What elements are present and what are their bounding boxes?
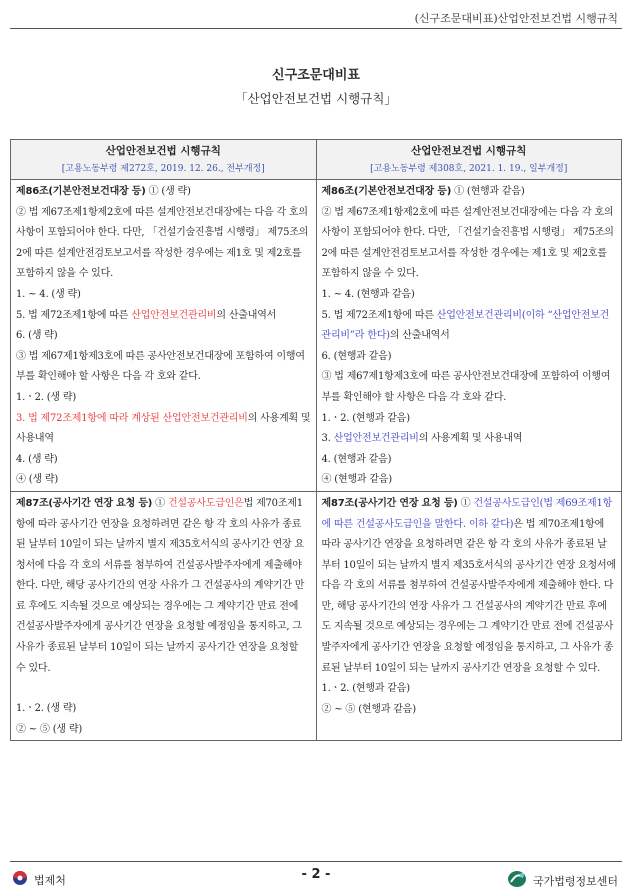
list-item: 1.ㆍ2. (현행과 같음) xyxy=(321,412,410,424)
column-subtitle: [고용노동부령 제272호, 2019. 12. 26., 전부개정] xyxy=(61,164,265,174)
table-header-row xyxy=(11,140,622,180)
paragraph: ③ 법 제67제1항제3호에 따른 공사안전보건대장에 포함하여 이행여부를 확인해야 할 사항은 다음 각 호와 같다. xyxy=(321,371,611,403)
paragraph: 제87조(공사기간 연장 요청 등) ① 건설공사도급인은법 제70조제1항에 따라 공사기간 연장을 요청하려면 같은 항 각 호의 사유가 종료된 날부터 10일이 되는 날까지 별지 제35호서식의 공사기간 연장 요청서에 다음 각 호의 서류를 첨부하여 건설공사발주자에게 제출해야 한다. 다만, 해당 공사기간의 연장 사유가 그 건설공사의 계약기간 만료 후에도 지속될 것으로 예상되는 경우에는 그 계약기간 만료 전에 건설공사발주자에게 공사기간 연장을 요청할 예정임을 통지하고, 그 사유가 종료된 날부터 10일이 되는 날까지 공사기간 연장을 요청할 수 있다. xyxy=(16,497,305,674)
list-item: 6. (생 략) xyxy=(16,330,58,342)
footer-right xyxy=(507,870,618,891)
page-subtitle: 「산업안전보건법 시행규칙」 xyxy=(235,91,397,106)
article-heading: 제87조(공사기간 연장 요청 등) xyxy=(16,497,153,509)
paragraph: ② 법 제67조제1항제2호에 따른 설계안전보건대장에는 다음 각 호의 사항이 포함되어야 한다. 다만, 「건설기술진흥법 시행령」 제75조의2에 따른 설계안전검토보고서를 작성한 경우에는 제1호 및 제2호를 포함하지 않을 수 있다. xyxy=(16,206,309,280)
table-row xyxy=(11,180,622,492)
column-header-new xyxy=(316,140,622,180)
list-item: 6. (현행과 같음) xyxy=(321,350,392,362)
paragraph: ② ~ ⑤ (생 략) xyxy=(16,723,83,735)
article-86-new: 제86조(기본안전보건대장 등) ① (현행과 같음) ② 법 제67조제1항제2호에 따른 설계안전보건대장에는 다음 각 호의 사항이 포함되어야 한다. 다만, 「건설기술진흥법 시행령」 제75조의2에 따른 설계안전검토보고서를 작성한 경우에는 제1호 및 제2호를 포함하지 않을 수 있다. 1. ~ 4. (현행과 같음) 5. 법 제72조제1항에 따른 산업안전보건관리비(이하 “산업안전보건관리비”라 한다)의 산출내역서 6. (현행과 같음) ③ 법 제67제1항제3호에 따른 공사안전보건대장에 포함하여 이행여부를 확인해야 할 사항은 다음 각 호와 같다. 1.ㆍ2. (현행과 같음) 3. 산업안전보건관리비의 사용계획 및 사용내역 4. (현행과 같음) ④ (현행과 같음) xyxy=(316,180,622,492)
paragraph: ③ 법 제67제1항제3호에 따른 공사안전보건대장에 포함하여 이행여부를 확인해야 할 사항은 다음 각 호와 같다. xyxy=(16,350,305,383)
paragraph: ② 법 제67조제1항제2호에 따른 설계안전보건대장에는 다음 각 호의 사항이 포함되어야 한다. 다만, 「건설기술진흥법 시행령」 제75조의2에 따른 설계안전검토보고서를 작성한 경우에는 제1호 및 제2호를 포함하지 않을 수 있다. xyxy=(321,206,614,280)
amended-text: 건설공사도급인은 xyxy=(167,497,244,509)
table-row xyxy=(11,491,622,741)
list-item: 1. ~ 4. (생 략) xyxy=(16,288,81,300)
comparison-table xyxy=(10,139,622,741)
article-heading: 제86조(기본안전보건대장 등) xyxy=(16,186,146,197)
column-title: 산업안전보건법 시행규칙 xyxy=(105,145,221,157)
amended-text: 산업안전보건관리비(이하 “산업안전보건관리비”라 한다) xyxy=(321,309,610,342)
article-heading: 제87조(공사기간 연장 요청 등) xyxy=(321,497,458,509)
list-item: 1. ~ 4. (현행과 같음) xyxy=(321,288,415,300)
header-divider xyxy=(10,28,622,29)
column-header-old xyxy=(11,140,317,180)
list-item: 4. (생 략) xyxy=(16,453,58,465)
list-item: 5. 법 제72조제1항에 따른 산업안전보건관리비(이하 “산업안전보건관리비”라 한다)의 산출내역서 xyxy=(321,309,610,342)
article-heading: 제86조(기본안전보건대장 등) xyxy=(321,186,452,197)
article-87-old xyxy=(11,491,317,741)
list-item: 3. 산업안전보건관리비의 사용계획 및 사용내역 xyxy=(321,433,523,445)
amended-text: 산업안전보건관리비 xyxy=(131,309,217,321)
column-subtitle: [고용노동부령 제308호, 2021. 1. 19., 일부개정] xyxy=(370,164,568,174)
list-item: 1.ㆍ2. (현행과 같음) xyxy=(321,683,410,695)
article-87-new xyxy=(316,491,622,741)
footer-divider xyxy=(10,861,622,862)
article-86-old: 제86조(기본안전보건대장 등) ① (생 략) ② 법 제67조제1항제2호에 따른 설계안전보건대장에는 다음 각 호의 사항이 포함되어야 한다. 다만, 「건설기술진흥법 시행령」 제75조의2에 따른 설계안전검토보고서를 작성한 경우에는 제1호 및 제2호를 포함하지 않을 수 있다. 1. ~ 4. (생 략) 5. 법 제72조제1항에 따른 산업안전보건관리비의 산출내역서 6. (생 략) ③ 법 제67제1항제3호에 따른 공사안전보건대장에 포함하여 이행여부를 확인해야 할 사항은 다음 각 호와 같다. 1.ㆍ2. (생 략) 3. 법 제72조제1항에 따라 계상된 산업안전보건관리비의 사용계획 및 사용내역 4. (생 략) ④ (생 략) xyxy=(11,180,317,492)
list-item: 1.ㆍ2. (생 략) xyxy=(16,391,77,403)
amended-text: 산업안전보건관리비 xyxy=(333,433,419,445)
list-item: 4. (현행과 같음) xyxy=(321,453,392,465)
paragraph: 제87조(공사기간 연장 요청 등) ① 건설공사도급인(법 제69조제1항에 따른 건설공사도급인을 말한다. 이하 같다)은 법 제70조제1항에 따라 공사기간 연장을 요청하려면 같은 항 각 호의 사유가 종료된 날부터 10일이 되는 날까지 별지 제35호서식의 공사기간 연장 요청서에 다음 각 호의 서류를 첨부하여 건설공사발주자에게 제출해야 한다. 다만, 해당 공사기간의 연장 사유가 그 건설공사의 계약기간 만료 후에도 지속될 것으로 예상되는 경우에는 그 계약기간 만료 전에 건설공사발주자에게 공사기간 연장을 요청할 예정임을 통지하고, 그 사유가 종료된 날부터 10일이 되는 날까지 공사기간 연장을 요청할 수 있다. xyxy=(321,497,616,674)
footer-left-label: 법제처 xyxy=(34,873,66,887)
page-title: 신구조문대비표 xyxy=(272,68,360,83)
amended-text: 건설공사도급인(법 제69조제1항에 따른 건설공사도급인을 말한다. 이하 같다) xyxy=(321,497,613,530)
page-number: - 2 - xyxy=(301,867,331,882)
paragraph: ④ (현행과 같음) xyxy=(321,474,392,486)
document-header-label: (신구조문대비표)산업안전보건법 시행규칙 xyxy=(414,12,618,25)
paragraph: ② ~ ⑤ (현행과 같음) xyxy=(321,703,416,715)
footer-right-label: 국가법령정보센터 xyxy=(532,874,618,888)
list-item: 3. 법 제72조제1항에 따라 계상된 산업안전보건관리비의 사용계획 및 사용내역 xyxy=(16,412,311,445)
amended-text: 3. 법 제72조제1항에 따라 계상된 산업안전보건관리비 xyxy=(16,412,248,424)
paragraph: ④ (생 략) xyxy=(16,474,59,486)
list-item: 1.ㆍ2. (생 략) xyxy=(16,703,77,715)
law-center-logo-icon xyxy=(507,870,527,891)
column-title: 산업안전보건법 시행규칙 xyxy=(411,145,527,157)
list-item: 5. 법 제72조제1항에 따른 산업안전보건관리비의 산출내역서 xyxy=(16,309,277,321)
